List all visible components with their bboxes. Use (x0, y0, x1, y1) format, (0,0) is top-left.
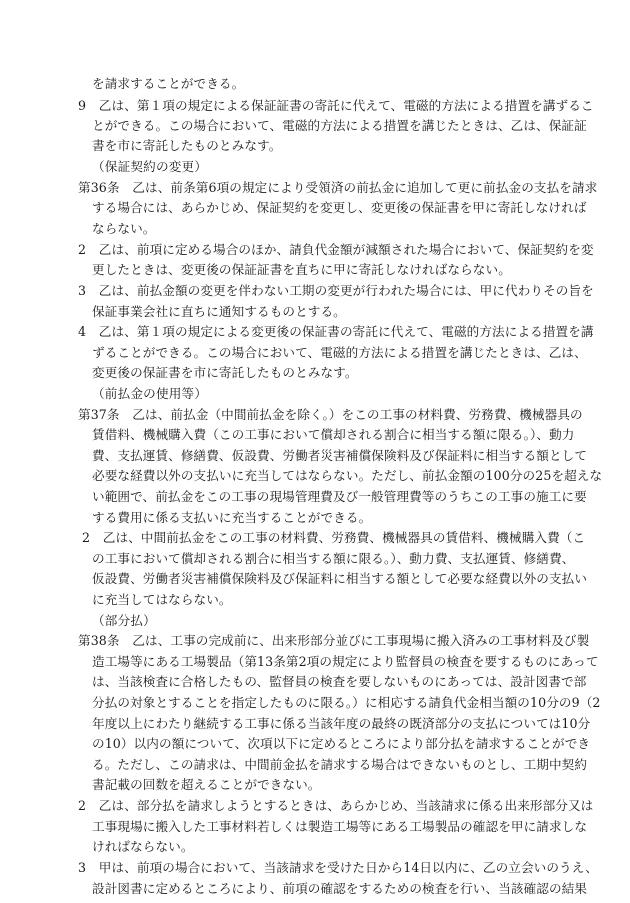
text-line: 工事現場に搬入した工事材料若しくは製造工場等にある工場製品の確認を甲に請求しな (92, 819, 588, 834)
text-line: 更したときは、変更後の保証証書を直ちに甲に寄託しなければならない。 (92, 262, 511, 277)
text-line: の10）以内の額について、次項以下に定めるところにより部分払を請求することができ (92, 736, 591, 751)
section-heading: （保証契約の変更） (92, 159, 208, 174)
text-line: 9 乙は、第１項の規定による保証証書の寄託に代えて、電磁的方法による措置を講ずるこ (78, 98, 594, 113)
text-line: の工事において償却される割合に相当する額に限る。）、動力費、支払運賃、修繕費、 (92, 551, 575, 566)
text-line: 3 甲は、前項の場合において、当該請求を受けた日から14日以内に、乙の立会いのうえ、 (78, 860, 598, 875)
text-line: ならない。 (92, 221, 156, 236)
text-line: する場合には、あらかじめ、保証契約を変更し、変更後の保証書を甲に寄託しなければ (92, 200, 587, 215)
section-heading: （前払金の使用等） (92, 386, 208, 401)
text-line: 2 乙は、中間前払金をこの工事の材料費、労務費、機械器具の賃借料、機械購入費（こ (82, 530, 586, 545)
text-line: は、当該検査に合格したもの、監督員の検査を要しないものにあっては、設計図書で部 (92, 674, 587, 689)
text-line: 書を市に寄託したものとみなす。 (92, 138, 282, 153)
text-line: 保証事業会社に直ちに通知するものとする。 (92, 304, 346, 319)
text-line: ずることができる。この場合において、電磁的方法による措置を講じたときは、乙は、 (92, 345, 587, 360)
text-line: に充当してはならない。 (92, 592, 232, 607)
article-heading-line: 第38条 乙は、工事の完成前に、出来形部分並びに工事現場に搬入済みの工事材料及び製 (78, 633, 590, 648)
article-heading-line: 第37条 乙は、前払金（中間前払金を除く。）をこの工事の材料費、労務費、機械器具の (78, 407, 583, 422)
text-line: 分払の対象とすることを指定したものに限る。）に相応する請負代金相当額の10分の9（2 (92, 695, 601, 710)
text-line: ければならない。 (92, 839, 194, 854)
text-line: 変更後の保証書を市に寄託したものとみなす。 (92, 365, 358, 380)
text-line: 2 乙は、前項に定める場合のほか、請負代金額が減額された場合において、保証契約を変 (78, 242, 594, 257)
text-line: を請求することができる。 (92, 76, 245, 91)
text-line: る。ただし、この請求は、中間前金払を請求する場合はできないものとし、工期中契約 (92, 757, 588, 772)
text-line: 3 乙は、前払金額の変更を伴わない工期の変更が行われた場合には、甲に代わりその旨を (78, 283, 594, 298)
text-line: 書記載の回数を超えることができない。 (92, 777, 321, 792)
text-line: とができる。この場合において、電磁的方法による措置を講じたときは、乙は、保証証 (92, 118, 587, 133)
text-line: 2 乙は、部分払を請求しようとするときは、あらかじめ、当該請求に係る出来形部分又は (78, 798, 594, 813)
section-heading: （部分払） (92, 613, 156, 628)
text-line: 賃借料、機械購入費（この工事において償却される割合に相当する額に限る。）、動力 (92, 427, 575, 442)
text-line: 造工場等にある工場製品（第13条第2項の規定により監督員の検査を要するものにあって (92, 654, 599, 669)
text-line: 4 乙は、第１項の規定による変更後の保証書の寄託に代えて、電磁的方法による措置を講 (78, 324, 594, 339)
text-line: い範囲で、前払金をこの工事の現場管理費及び一般管理費等のうちこの工事の施工に要 (92, 489, 587, 504)
text-line: 年度以上にわたり継続する工事に係る当該年度の最終の既済部分の支払については10分 (92, 716, 591, 731)
text-line: する費用に係る支払いに充当することができる。 (92, 510, 372, 525)
text-line: 費、支払運賃、修繕費、仮設費、労働者災害補償保険料及び保証料に相当する額として (92, 448, 588, 463)
article-heading-line: 第36条 乙は、前条第6項の規定により受領済の前払金に追加して更に前払金の支払を請求 (78, 180, 598, 195)
text-line: 必要な経費以外の支払いに充当してはならない。ただし、前払金額の100分の25を超えな (92, 468, 603, 483)
text-line: 設計図書に定めるところにより、前項の確認をするための検査を行い、当該確認の結果 (92, 881, 588, 896)
text-line: 仮設費、労働者災害補償保険料及び保証料に相当する額として必要な経費以外の支払い (92, 571, 588, 586)
